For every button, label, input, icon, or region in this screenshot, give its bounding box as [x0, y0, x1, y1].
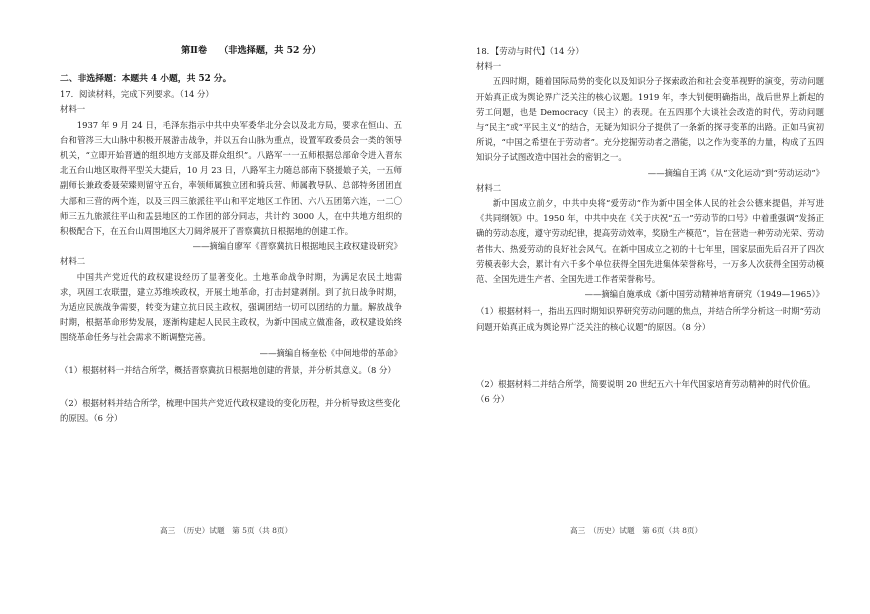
right-column [476, 44, 824, 407]
question-17-2: （2）根据材料并结合所学，梳理中国共产党近代政权建设的变化历程，并分析导致这些变化的原因。（6 分） [60, 398, 401, 424]
section-heading: 二、非选择题：本题共 4 小题，共 52 分。 [60, 74, 232, 84]
material-1-source: ——摘编自王鸿《从“文化运动”到“劳动运动”》 [647, 167, 824, 178]
material-2-text: 中国共产党近代的政权建设经历了显著变化。土地革命战争时期，为满足农民土地需求，巩固工农联盟，建立苏维埃政权，开展土地革命，打击封建剥削。到了抗日战争时期，为适应民族战争需要，转变为建立抗日民主政权，强调团结一切可以团结的力量。解放战争时期，根据革命形势发展，逐渐构建起人民民主政权，为新中国成立做准备，政权建设始终围绕革命任务与社会需求不断调整完善。 [60, 271, 402, 343]
right-footer: 高三 （历史）试题 第 6页（共 8页） [570, 526, 703, 535]
question-18-1: （1）根据材料一，指出五四时期知识界研究劳动问题的焦点，并结合所学分析这一时期“劳动问题开始真正成为舆论界广泛关注的核心议题”的原因。（8 分） [476, 306, 821, 332]
material-1-label: 材料一 [476, 61, 502, 72]
left-column [60, 44, 402, 426]
material-2-source: ——摘编自杨奎松《中间地带的革命》 [259, 347, 402, 358]
material-1-text: 五四时期，随着国际局势的变化以及知识分子探索政治和社会变革视野的演变，劳动问题开始真正成为舆论界广泛关注的核心议题。1919 年，李大钊便明确指出，战后世界上新起的劳工问题，也是 Democracy（民主）的表现。在五四那个大谈社会改造的时代，劳动问题与“民主”或“平民主义”的结合，无疑为知识分子提供了一条新的探寻变革的出路。正如马寅初所说，“中国之希望在于劳动者”。充分挖掘劳动者之潜能，以之作为变革的力量，构成了五四知识分子试图改造中国社会的密钥之一。 [476, 76, 824, 163]
section-title-main: 第Ⅱ卷 [181, 45, 208, 56]
material-2-label: 材料二 [476, 182, 502, 193]
material-1-text: 1937 年 9 月 24 日，毛泽东指示中共中央军委华北分会以及北方局，要求在恒山、五台和管涔三大山脉中积极开展游击战争，并以五台山脉为重点，设置军政委员会一类的领导机关，“立即开始晋遒的组织地方支部及群众组织”。八路军一一五师根据总部命令进入晋东北五台山地区取得平型关大捷后，10 月 23 日，八路军主力随总部南下骁援娘子关，一五师副师长兼政委聂荣臻则留守五台，率领师属独立团和骑兵营、师属教导队、总部特务团团直大部和三营的两个连，以及三四三旅派往平山和平定地区工作团、六八五团第六连，一二〇师三五九旅派往平山和盂县地区的工作团的部分同志，共计约 3000 人，在中共地方组织的积极配合下，在五台山周围地区大刀阔斧展开了晋察冀抗日根据地的创建工作。 [60, 119, 402, 237]
question-18-2: （2）根据材料二并结合所学，简要说明 20 世纪五六十年代国家培育劳动精神的时代价值。（6 分） [476, 378, 816, 405]
left-footer: 高三 （历史）试题 第 5页（共 8页） [160, 526, 293, 535]
material-2-source: ——摘编自施承成《新中国劳动精神培育研究（1949—1965）》 [584, 289, 824, 300]
material-2-text: 新中国成立前夕，中共中央将“爱劳动”作为新中国全体人民的社会公德来提倡，并写进《共同纲领》中。1950 年，中共中央在《关于庆祝“五一”劳动节的口号》中着重强调“发扬正确的劳动态度，遵守劳动纪律，提高劳动效率，奖励生产模范”，旨在营造一种劳动光荣、劳动者伟大、热爱劳动的良好社会风气。在新中国成立之初的十七年里，国家层面先后召开了四次劳模表彰大会，累计有六千多个单位获得全国先进集体荣誉称号，一万多人次获得全国劳动模范、全国先进生产者、全国先进工作者荣誉称号。 [476, 198, 824, 285]
section-title [60, 44, 402, 58]
material-1-label: 材料一 [60, 104, 86, 115]
right-page [435, 0, 870, 614]
answer-space [60, 378, 402, 396]
question-17-header: 17．阅读材料，完成下列要求。（14 分） [60, 89, 214, 100]
material-2-label: 材料二 [60, 256, 86, 267]
material-1-source: ——摘编自廖军《晋察冀抗日根据地民主政权建设研究》 [192, 241, 402, 252]
answer-space [476, 335, 824, 377]
section-title-sub: （非选择题，共 52 分） [219, 45, 321, 56]
question-18-header: 18．【劳动与时代】（14 分） [476, 46, 584, 56]
question-17-1: （1）根据材料一并结合所学，概括晋察冀抗日根据地创建的背景，并分析其意义。（8 分） [60, 364, 396, 375]
